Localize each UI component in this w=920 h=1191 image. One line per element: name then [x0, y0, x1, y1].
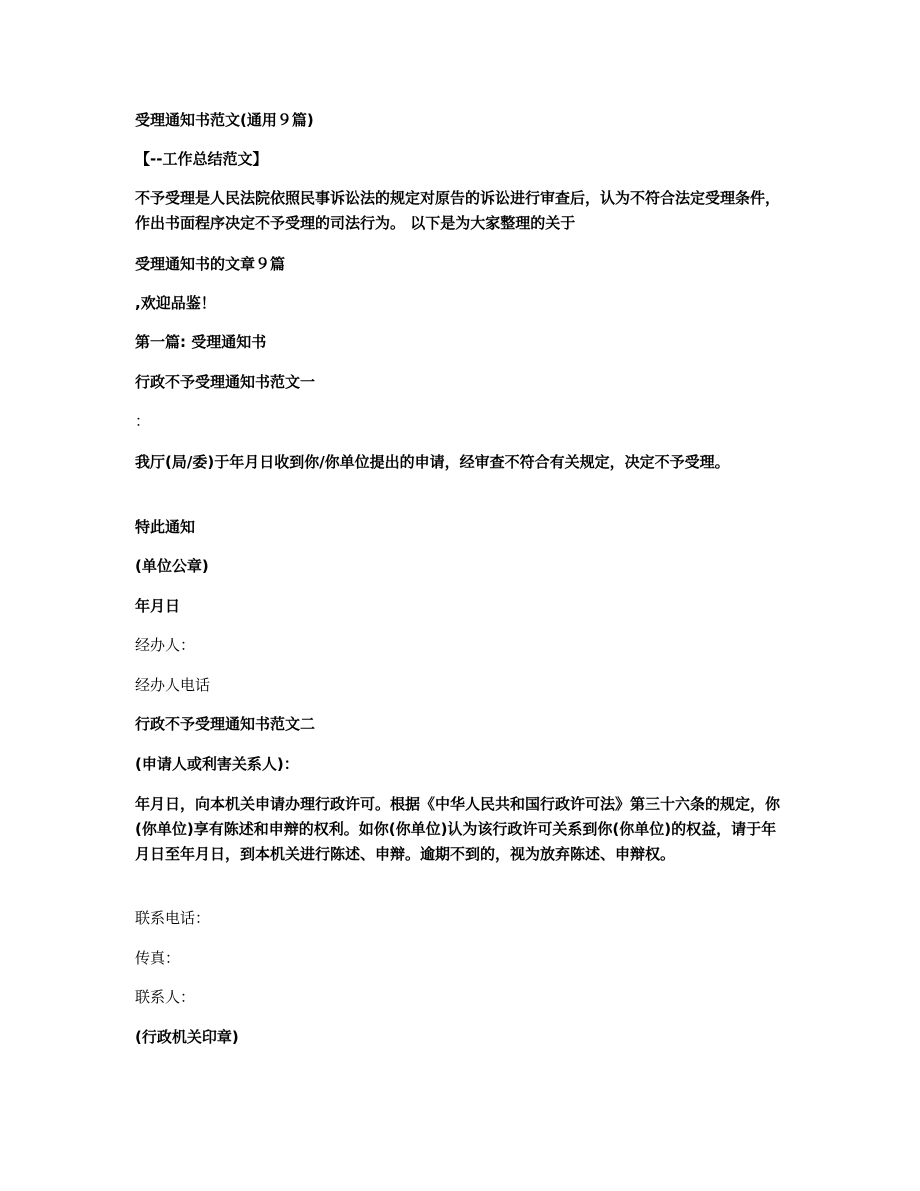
category-tag: 【--工作总结范文】: [135, 150, 268, 168]
contact-person-line: 联系人：: [135, 988, 196, 1006]
document-title: 受理通知书范文(通用９篇): [135, 111, 314, 129]
date-line: 年月日: [135, 597, 181, 615]
sample-body-2: 年月日，向本机关申请办理行政许可。根据《中华人民共和国行政许可法》第三十六条的规定，你(你单位)享有陈述和申辩的权利。如你(你单位)认为该行政许可关系到你(你单位)的权益，请于年月日至年月日，到本机关进行陈述、申辩。逾期不到的，视为放弃陈述、申辩权。: [135, 795, 781, 863]
unit-seal: (单位公章): [135, 557, 209, 575]
handler-line: 经办人：: [135, 636, 196, 654]
welcome-line: ,欢迎品鉴！: [135, 294, 216, 312]
sample-title-2: 行政不予受理通知书范文二: [135, 715, 316, 733]
handler-phone-line: 经办人电话: [135, 676, 211, 694]
applicant-line: (申请人或利害关系人)：: [135, 755, 299, 773]
fax-line: 传真：: [135, 949, 181, 967]
special-notice: 特此通知: [135, 518, 196, 536]
sample-title-1: 行政不予受理通知书范文一: [135, 373, 316, 391]
agency-seal: (行政机关印章): [135, 1028, 239, 1046]
contact-phone-line: 联系电话：: [135, 909, 211, 927]
colon-line: ：: [135, 412, 151, 430]
intro-continuation: 受理通知书的文章９篇: [135, 255, 286, 273]
section-heading: 第一篇: 受理通知书: [135, 333, 267, 351]
sample-body-1: 我厅(局/委)于年月日收到你/你单位提出的申请，经审查不符合有关规定，决定不予受理。: [135, 453, 730, 471]
intro-paragraph: 不予受理是人民法院依照民事诉讼法的规定对原告的诉讼进行审查后，认为不符合法定受理条件，作出书面程序决定不予受理的司法行为。 以下是为大家整理的关于: [135, 189, 781, 232]
